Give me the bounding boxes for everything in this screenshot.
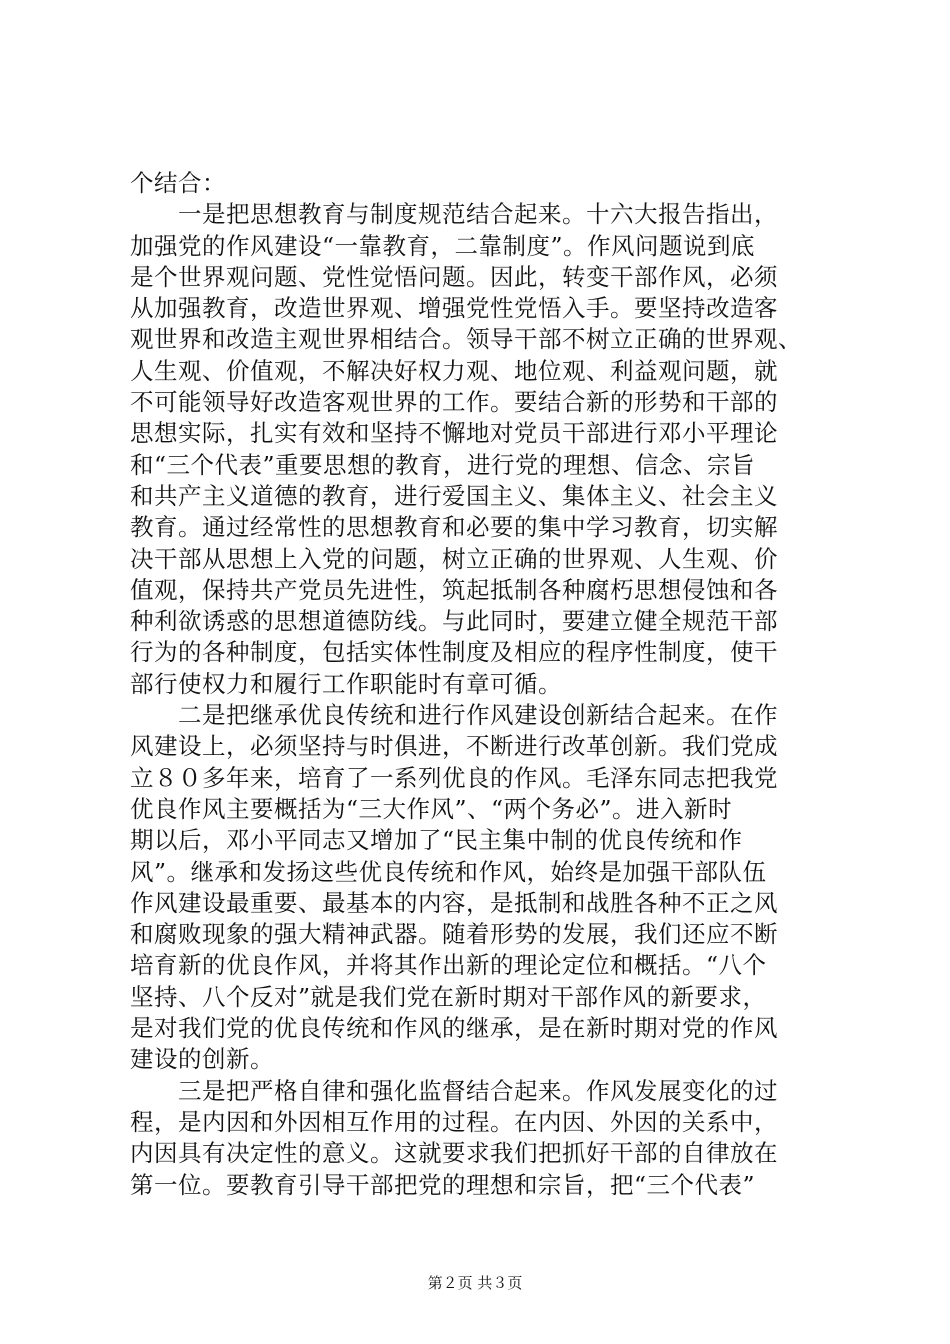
paragraph-start-line: 一是把思想教育与制度规范结合起来。十六大报告指出， bbox=[178, 200, 778, 229]
text-line: 加强党的作风建设“一靠教育，二靠制度”。作风问题说到底 bbox=[130, 231, 756, 260]
text-line: 和腐败现象的强大精神武器。随着形势的发展，我们还应不断 bbox=[130, 920, 778, 949]
text-line: 建设的创新。 bbox=[130, 1045, 274, 1074]
text-line: 部行使权力和履行工作职能时有章可循。 bbox=[130, 669, 562, 698]
text-line: 种利欲诱惑的思想道德防线。与此同时，要建立健全规范干部 bbox=[130, 607, 778, 636]
text-line: 是个世界观问题、党性觉悟问题。因此，转变干部作风，必须 bbox=[130, 262, 778, 291]
text-line: 和共产主义道德的教育，进行爱国主义、集体主义、社会主义 bbox=[130, 481, 778, 510]
text-line: 教育。通过经常性的思想教育和必要的集中学习教育，切实解 bbox=[130, 513, 778, 542]
text-line: 人生观、价值观，不解决好权力观、地位观、利益观问题，就 bbox=[130, 356, 778, 385]
text-line: 期以后，邓小平同志又增加了“民主集中制的优良传统和作 bbox=[130, 826, 743, 855]
text-line: 思想实际，扎实有效和坚持不懈地对党员干部进行邓小平理论 bbox=[130, 419, 778, 448]
text-line: 个结合： bbox=[130, 169, 226, 197]
text-line: 作风建设最重要、最基本的内容，是抵制和战胜各种不正之风 bbox=[130, 888, 778, 917]
text-line: 风”。继承和发扬这些优良传统和作风，始终是加强干部队伍 bbox=[130, 857, 767, 886]
text-line: 是对我们党的优良传统和作风的继承，是在新时期对党的作风 bbox=[130, 1014, 778, 1043]
text-line: 培育新的优良作风，并将其作出新的理论定位和概括。“八个 bbox=[130, 951, 767, 980]
text-line: 从加强教育，改造世界观、增强党性党悟入手。要坚持改造客 bbox=[130, 294, 778, 323]
text-line: 风建设上，必须坚持与时俱进，不断进行改革创新。我们党成 bbox=[130, 732, 778, 761]
text-line: 坚持、八个反对”就是我们党在新时期对干部作风的新要求， bbox=[130, 982, 767, 1011]
paragraph-start-line: 三是把严格自律和强化监督结合起来。作风发展变化的过 bbox=[178, 1076, 778, 1105]
text-line: 内因具有决定性的意义。这就要求我们把抓好干部的自律放在 bbox=[130, 1139, 778, 1168]
text-line: 观世界和改造主观世界相结合。领导干部不树立正确的世界观、 bbox=[130, 325, 802, 354]
document-body bbox=[130, 168, 835, 1201]
text-line: 优良作风主要概括为“三大作风”、“两个务必”。进入新时 bbox=[130, 794, 733, 823]
text-line: 第一位。要教育引导干部把党的理想和宗旨，把“三个代表” bbox=[130, 1170, 756, 1199]
text-line: 决干部从思想上入党的问题，树立正确的世界观、人生观、价 bbox=[130, 544, 778, 573]
text-line: 程，是内因和外因相互作用的过程。在内因、外因的关系中， bbox=[130, 1107, 778, 1136]
paragraph-start-line: 二是把继承优良传统和进行作风建设创新结合起来。在作 bbox=[178, 701, 778, 730]
text-line: 立８０多年来，培育了一系列优良的作风。毛泽东同志把我党 bbox=[130, 763, 778, 792]
page-footer: 第２页 共３页 bbox=[427, 1274, 523, 1292]
text-line: 和“三个代表”重要思想的教育，进行党的理想、信念、宗旨 bbox=[130, 450, 756, 479]
text-line: 不可能领导好改造客观世界的工作。要结合新的形势和干部的 bbox=[130, 388, 778, 417]
text-line: 行为的各种制度，包括实体性制度及相应的程序性制度，使干 bbox=[130, 638, 778, 667]
text-line: 值观，保持共产党员先进性，筑起抵制各种腐朽思想侵蚀和各 bbox=[130, 575, 778, 604]
